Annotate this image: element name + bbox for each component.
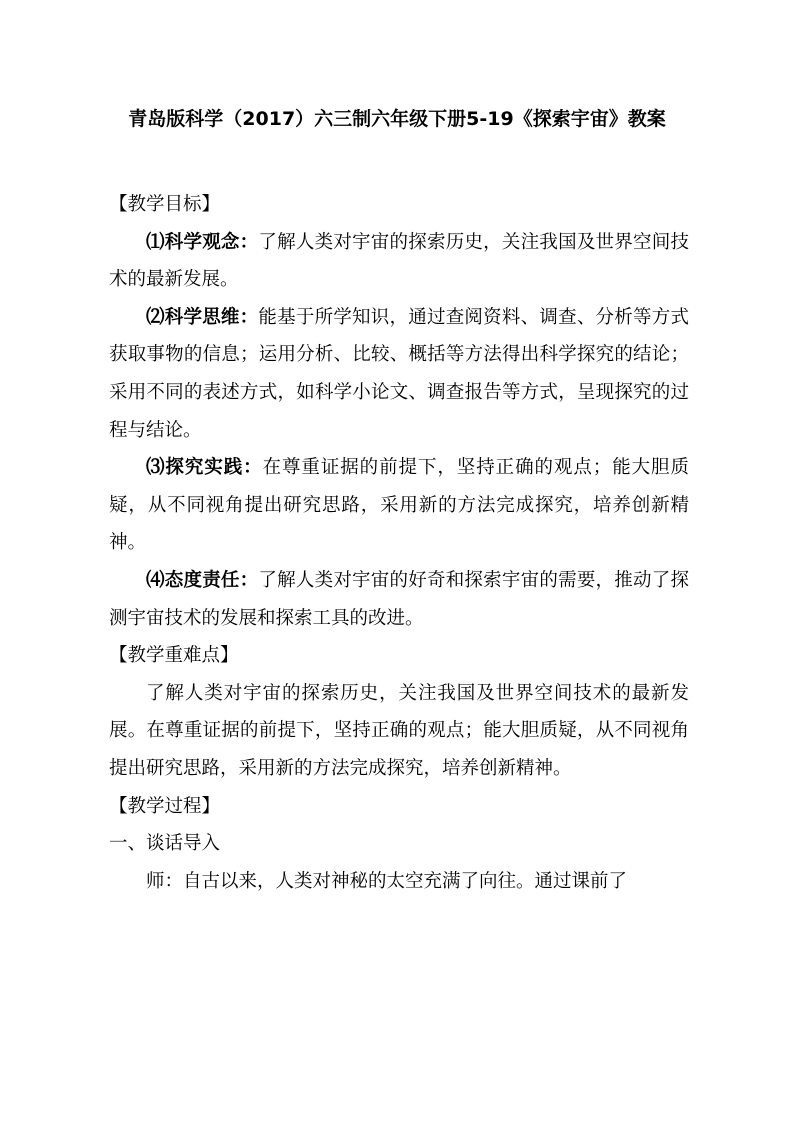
process-section-1-title: 一、谈话导入	[109, 833, 221, 855]
goal-item-text: 了解人类对宇宙的好奇和探索宇宙的需要，推动了探测宇宙技术的发展和探索工具的改进。	[109, 569, 689, 629]
process-paragraph-1: 师：自古以来，人类对神秘的太空充满了向往。通过课前了	[146, 870, 628, 892]
goal-item-2	[109, 299, 689, 449]
document-body	[109, 186, 689, 900]
section-heading-goals: 【教学目标】	[109, 194, 221, 215]
goal-item-text: 在尊重证据的前提下，坚持正确的观点；能大胆质疑，从不同视角提出研究思路，采用新的方法完成探究，培养创新精神。	[109, 457, 689, 554]
goal-item-lead: ⑵科学思维：	[146, 306, 259, 328]
goal-item-lead: ⑶探究实践：	[146, 457, 263, 479]
goal-item-text: 能基于所学知识，通过查阅资料、调查、分析等方式获取事物的信息；运用分析、比较、概括等方法得出科学探究的结论；采用不同的表述方式，如科学小论文、调查报告等方式，呈现探究的过程与结论。	[109, 306, 689, 441]
goal-item-1	[109, 224, 689, 299]
key-points-paragraph: 了解人类对宇宙的探索历史，关注我国及世界空间技术的最新发展。在尊重证据的前提下，坚持正确的观点；能大胆质疑，从不同视角提出研究思路，采用新的方法完成探究，培养创新精神。	[109, 682, 689, 779]
goal-item-lead: ⑴科学观念：	[146, 231, 259, 253]
goal-item-text: 了解人类对宇宙的探索历史，关注我国及世界空间技术的最新发展。	[109, 231, 689, 291]
goal-item-lead: ⑷态度责任：	[146, 569, 259, 591]
goal-item-4	[109, 562, 689, 637]
section-heading-key-points: 【教学重难点】	[109, 645, 239, 667]
document-title: 青岛版科学（2017）六三制六年级下册5-19《探索宇宙》教案	[128, 108, 666, 130]
section-heading-process: 【教学过程】	[109, 795, 221, 817]
goal-item-3	[109, 449, 689, 562]
